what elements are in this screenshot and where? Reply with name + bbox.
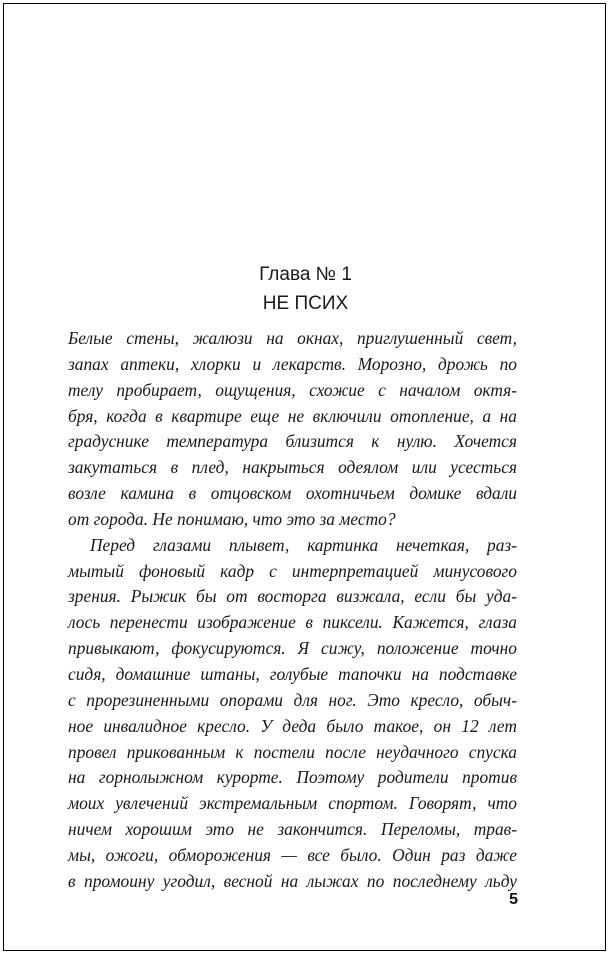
text-line: моих увлечений экстремальным спортом. Говорят, что	[68, 793, 517, 814]
text-line: запах аптеки, хлорки и лекарств. Морозно, дрожь по	[68, 353, 517, 374]
text-line: бря, когда в квартире еще не включили отопление, а на	[68, 405, 517, 426]
paragraph	[68, 326, 517, 533]
text-line: в промоину угодил, весной на лыжах по последнему льду	[68, 870, 517, 891]
text-line: сидя, домашние штаны, голубые тапочки на подставке	[68, 663, 517, 684]
text-line: лось перенести изображение в пиксели. Кажется, глаза	[68, 612, 517, 633]
text-line: ничем хорошим это не закончится. Переломы, трав-	[68, 819, 517, 840]
text-line: провел прикованным к постели после неудачного спуска	[68, 741, 517, 762]
text-line: от города. Не понимаю, что это за место?	[68, 508, 396, 529]
chapter-title: НЕ ПСИХ	[262, 293, 349, 314]
paragraph	[68, 533, 517, 895]
text-line: мытый фоновый кадр с интерпретацией минусового	[68, 560, 517, 581]
text-line: закутаться в плед, накрыться одеялом или усесться	[68, 457, 517, 478]
text-line: мы, ожоги, обморожения — все было. Один раз даже	[68, 844, 517, 865]
text-line: Перед глазами плывет, картинка нечеткая, раз-	[90, 534, 517, 555]
text-line: привыкают, фокусируются. Я сижу, положение точно	[68, 638, 517, 659]
text-line: телу пробирает, ощущения, схожие с началом октя-	[68, 379, 517, 400]
page-number: 5	[509, 891, 518, 908]
text-line: ное инвалидное кресло. У деда было такое, он 12 лет	[68, 715, 517, 736]
text-line: на горнолыжном курорте. Поэтому родители против	[68, 767, 517, 788]
text-line: градуснике температура близится к нулю. Хочется	[68, 431, 517, 452]
text-line: возле камина в отцовском охотничьем домике вдали	[68, 483, 517, 504]
text-line: Белые стены, жалюзи на окнах, приглушенный свет,	[68, 328, 517, 348]
chapter-body-text	[68, 326, 517, 895]
text-line: с прорезиненными опорами для ног. Это кресло, обыч-	[68, 689, 517, 710]
chapter-number: Глава № 1	[259, 264, 352, 285]
text-line: зрения. Рыжик бы от восторга визжала, если бы уда-	[68, 586, 517, 607]
